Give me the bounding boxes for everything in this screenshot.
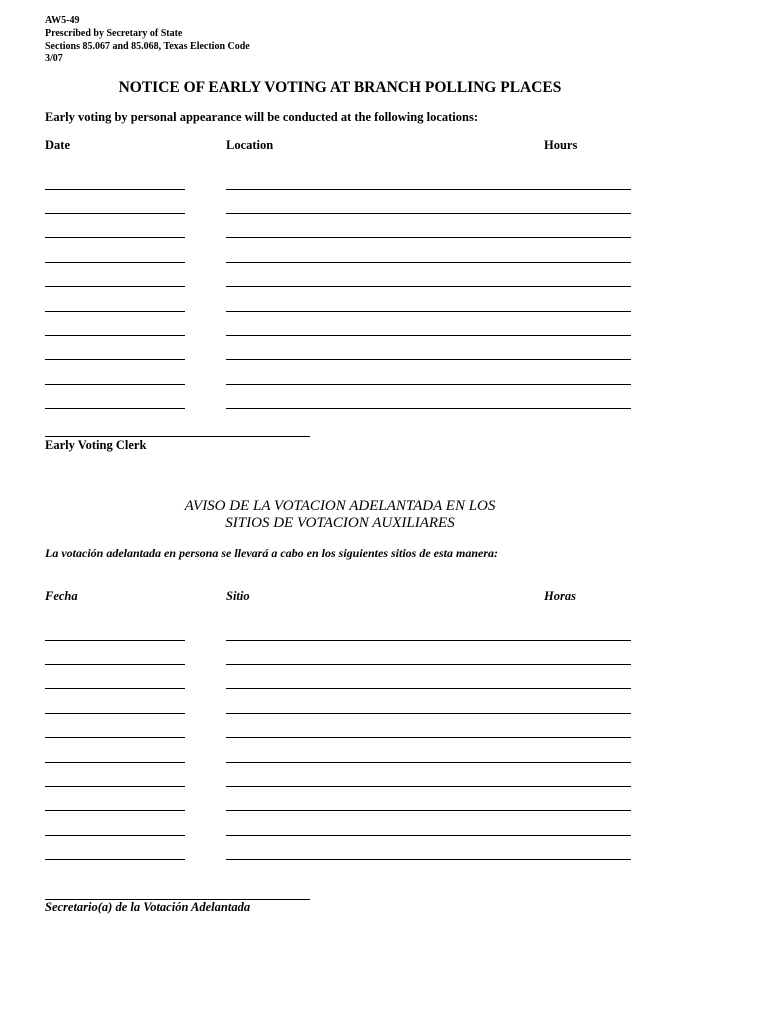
spanish-location-hours-blank[interactable] bbox=[226, 737, 631, 738]
statute-sections: Sections 85.067 and 85.068, Texas Election Code bbox=[45, 41, 250, 52]
spanish-location-hours-blank[interactable] bbox=[226, 859, 631, 860]
english-date-blank[interactable] bbox=[45, 286, 185, 287]
english-location-hours-blank[interactable] bbox=[226, 286, 631, 287]
spanish-date-blank[interactable] bbox=[45, 713, 185, 714]
spanish-date-blank[interactable] bbox=[45, 688, 185, 689]
spanish-date-blank[interactable] bbox=[45, 835, 185, 836]
prescribed-by: Prescribed by Secretary of State bbox=[45, 28, 183, 39]
english-location-hours-blank[interactable] bbox=[226, 237, 631, 238]
spanish-location-hours-blank[interactable] bbox=[226, 835, 631, 836]
spanish-location-hours-blank[interactable] bbox=[226, 664, 631, 665]
spanish-date-blank[interactable] bbox=[45, 640, 185, 641]
english-column-hours: Hours bbox=[544, 138, 578, 152]
spanish-date-blank[interactable] bbox=[45, 810, 185, 811]
spanish-location-hours-blank[interactable] bbox=[226, 688, 631, 689]
spanish-date-blank[interactable] bbox=[45, 762, 185, 763]
english-column-location: Location bbox=[226, 138, 274, 152]
spanish-location-hours-blank[interactable] bbox=[226, 762, 631, 763]
spanish-date-blank[interactable] bbox=[45, 786, 185, 787]
english-date-blank[interactable] bbox=[45, 335, 185, 336]
spanish-intro: La votación adelantada en persona se llevará a cabo en los siguientes sitios de esta manera: bbox=[45, 546, 498, 560]
english-intro: Early voting by personal appearance will be conducted at the following locations: bbox=[45, 110, 478, 124]
spanish-date-blank[interactable] bbox=[45, 664, 185, 665]
english-date-blank[interactable] bbox=[45, 359, 185, 360]
english-column-date: Date bbox=[45, 138, 70, 152]
spanish-column-date: Fecha bbox=[45, 589, 78, 603]
form-number: AW5-49 bbox=[45, 15, 80, 26]
english-location-hours-blank[interactable] bbox=[226, 384, 631, 385]
spanish-title-line2: SITIOS DE VOTACION AUXILIARES bbox=[225, 515, 455, 531]
early-voting-clerk-label: Early Voting Clerk bbox=[45, 438, 147, 452]
english-date-blank[interactable] bbox=[45, 311, 185, 312]
english-location-hours-blank[interactable] bbox=[226, 262, 631, 263]
form-date: 3/07 bbox=[45, 53, 63, 64]
english-date-blank[interactable] bbox=[45, 408, 185, 409]
spanish-date-blank[interactable] bbox=[45, 859, 185, 860]
spanish-clerk-label: Secretario(a) de la Votación Adelantada bbox=[45, 900, 251, 914]
spanish-title-line1: AVISO DE LA VOTACION ADELANTADA EN LOS bbox=[184, 498, 496, 514]
english-date-blank[interactable] bbox=[45, 213, 185, 214]
english-location-hours-blank[interactable] bbox=[226, 408, 631, 409]
english-location-hours-blank[interactable] bbox=[226, 335, 631, 336]
spanish-date-blank[interactable] bbox=[45, 737, 185, 738]
english-location-hours-blank[interactable] bbox=[226, 311, 631, 312]
english-location-hours-blank[interactable] bbox=[226, 359, 631, 360]
english-title: NOTICE OF EARLY VOTING AT BRANCH POLLING PLACES bbox=[118, 79, 562, 96]
english-location-hours-blank[interactable] bbox=[226, 213, 631, 214]
spanish-location-hours-blank[interactable] bbox=[226, 713, 631, 714]
english-date-blank[interactable] bbox=[45, 189, 185, 190]
spanish-location-hours-blank[interactable] bbox=[226, 786, 631, 787]
english-date-blank[interactable] bbox=[45, 237, 185, 238]
early-voting-clerk-signature-line[interactable] bbox=[45, 436, 310, 437]
spanish-location-hours-blank[interactable] bbox=[226, 810, 631, 811]
english-date-blank[interactable] bbox=[45, 262, 185, 263]
english-date-blank[interactable] bbox=[45, 384, 185, 385]
spanish-column-location: Sitio bbox=[226, 589, 250, 603]
spanish-column-hours: Horas bbox=[544, 589, 576, 603]
english-location-hours-blank[interactable] bbox=[226, 189, 631, 190]
spanish-location-hours-blank[interactable] bbox=[226, 640, 631, 641]
